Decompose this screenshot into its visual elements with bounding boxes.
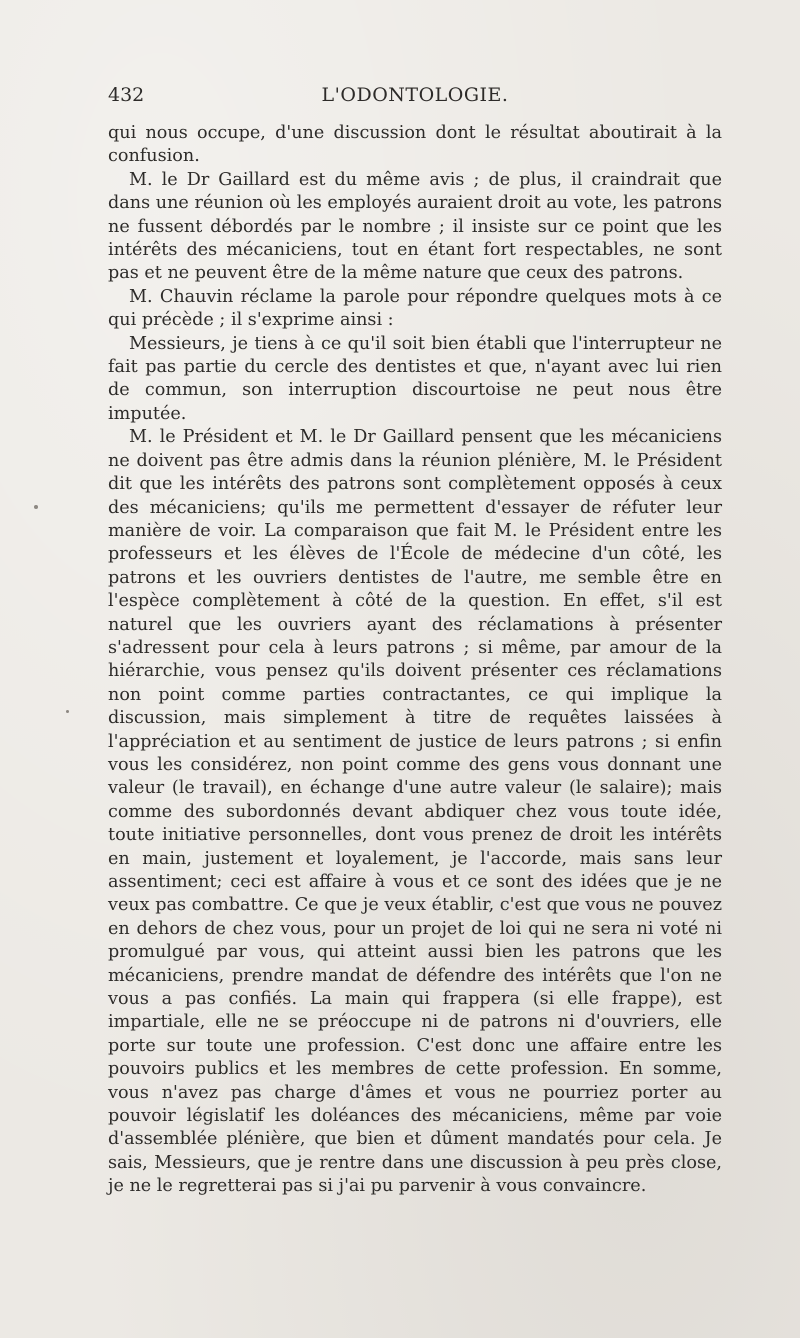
- page-number: 432: [108, 84, 145, 106]
- paragraph: M. le Président et M. le Dr Gaillard pensent que les mécaniciens ne doivent pas être admis dans la réunion plénière, M. le Président dit que les intérêts des patrons sont complètement opposés à ceux des mécaniciens; qu'ils me permettent d'essayer de réfuter leur manière de voir. La comparaison que fait M. le Président entre les professeurs et les élèves de l'École de médecine d'un côté, les patrons et les ouvriers dentistes de l'autre, me semble être en l'espèce complètement à côté de la question. En effet, s'il est naturel que les ouvriers ayant des réclamations à présenter s'adressent pour cela à leurs patrons ; si même, par amour de la hiérarchie, vous pensez qu'ils doivent présenter ces réclamations non point comme parties contractantes, ce qui implique la discussion, mais simplement à titre de requêtes laissées à l'appréciation et au sentiment de justice de leurs patrons ; si enfin vous les considérez, non point comme des gens vous donnant une valeur (le travail), en échange d'une autre valeur (le salaire); mais comme des subordonnés devant abdiquer chez vous toute idée, toute initiative personnelles, dont vous prenez de droit les intérêts en main, justement et loyalement, je l'accorde, mais sans leur assentiment; ceci est affaire à vous et ce sont des idées que je ne veux pas combattre. Ce que je veux établir, c'est que vous ne pouvez en dehors de chez vous, pour un projet de loi qui ne sera ni voté ni promulgué par vous, qui atteint aussi bien les patrons que les mécaniciens, prendre mandat de défendre des intérêts que l'on ne vous a pas confiés. La main qui frappera (si elle frappe), est impartiale, elle ne se préoccupe ni de patrons ni d'ouvriers, elle porte sur toute une profession. C'est donc une affaire entre les pouvoirs publics et les membres de cette profession. En somme, vous n'avez pas charge d'âmes et vous ne pourriez porter au pouvoir législatif les doléances des mécaniciens, même par voie d'assemblée plénière, que bien et dûment mandatés pour cela. Je sais, Messieurs, que je rentre dans une discussion à peu près close, je ne le regretterai pas si j'ai pu parvenir à vous convaincre.: [108, 427, 722, 1197]
- paragraph: M. le Dr Gaillard est du même avis ; de plus, il craindrait que dans une réunion où les employés auraient droit au vote, les patrons ne fussent débordés par le nombre ; il insiste sur ce point que les intérêts des mécaniciens, tout en étant fort respectables, ne sont pas et ne peuvent être de la même nature que ceux des patrons.: [108, 169, 722, 284]
- paper-speck: [34, 505, 38, 509]
- body-text: [108, 122, 722, 1199]
- page-header: [108, 84, 722, 122]
- paper-speck: [66, 710, 69, 713]
- book-page: [108, 84, 722, 1199]
- paragraph: Messieurs, je tiens à ce qu'il soit bien établi que l'interrupteur ne fait pas partie du cercle des dentistes et que, n'ayant avec lui rien de commun, son interruption discourtoise ne peut nous être imputée.: [108, 333, 722, 424]
- paragraph-continuation: qui nous occupe, d'une discussion dont le résultat aboutirait à la confusion.: [108, 123, 722, 167]
- paragraph: M. Chauvin réclame la parole pour répondre quelques mots à ce qui précède ; il s'exprime ainsi :: [108, 286, 722, 331]
- running-title: L'ODONTOLOGIE.: [321, 84, 509, 106]
